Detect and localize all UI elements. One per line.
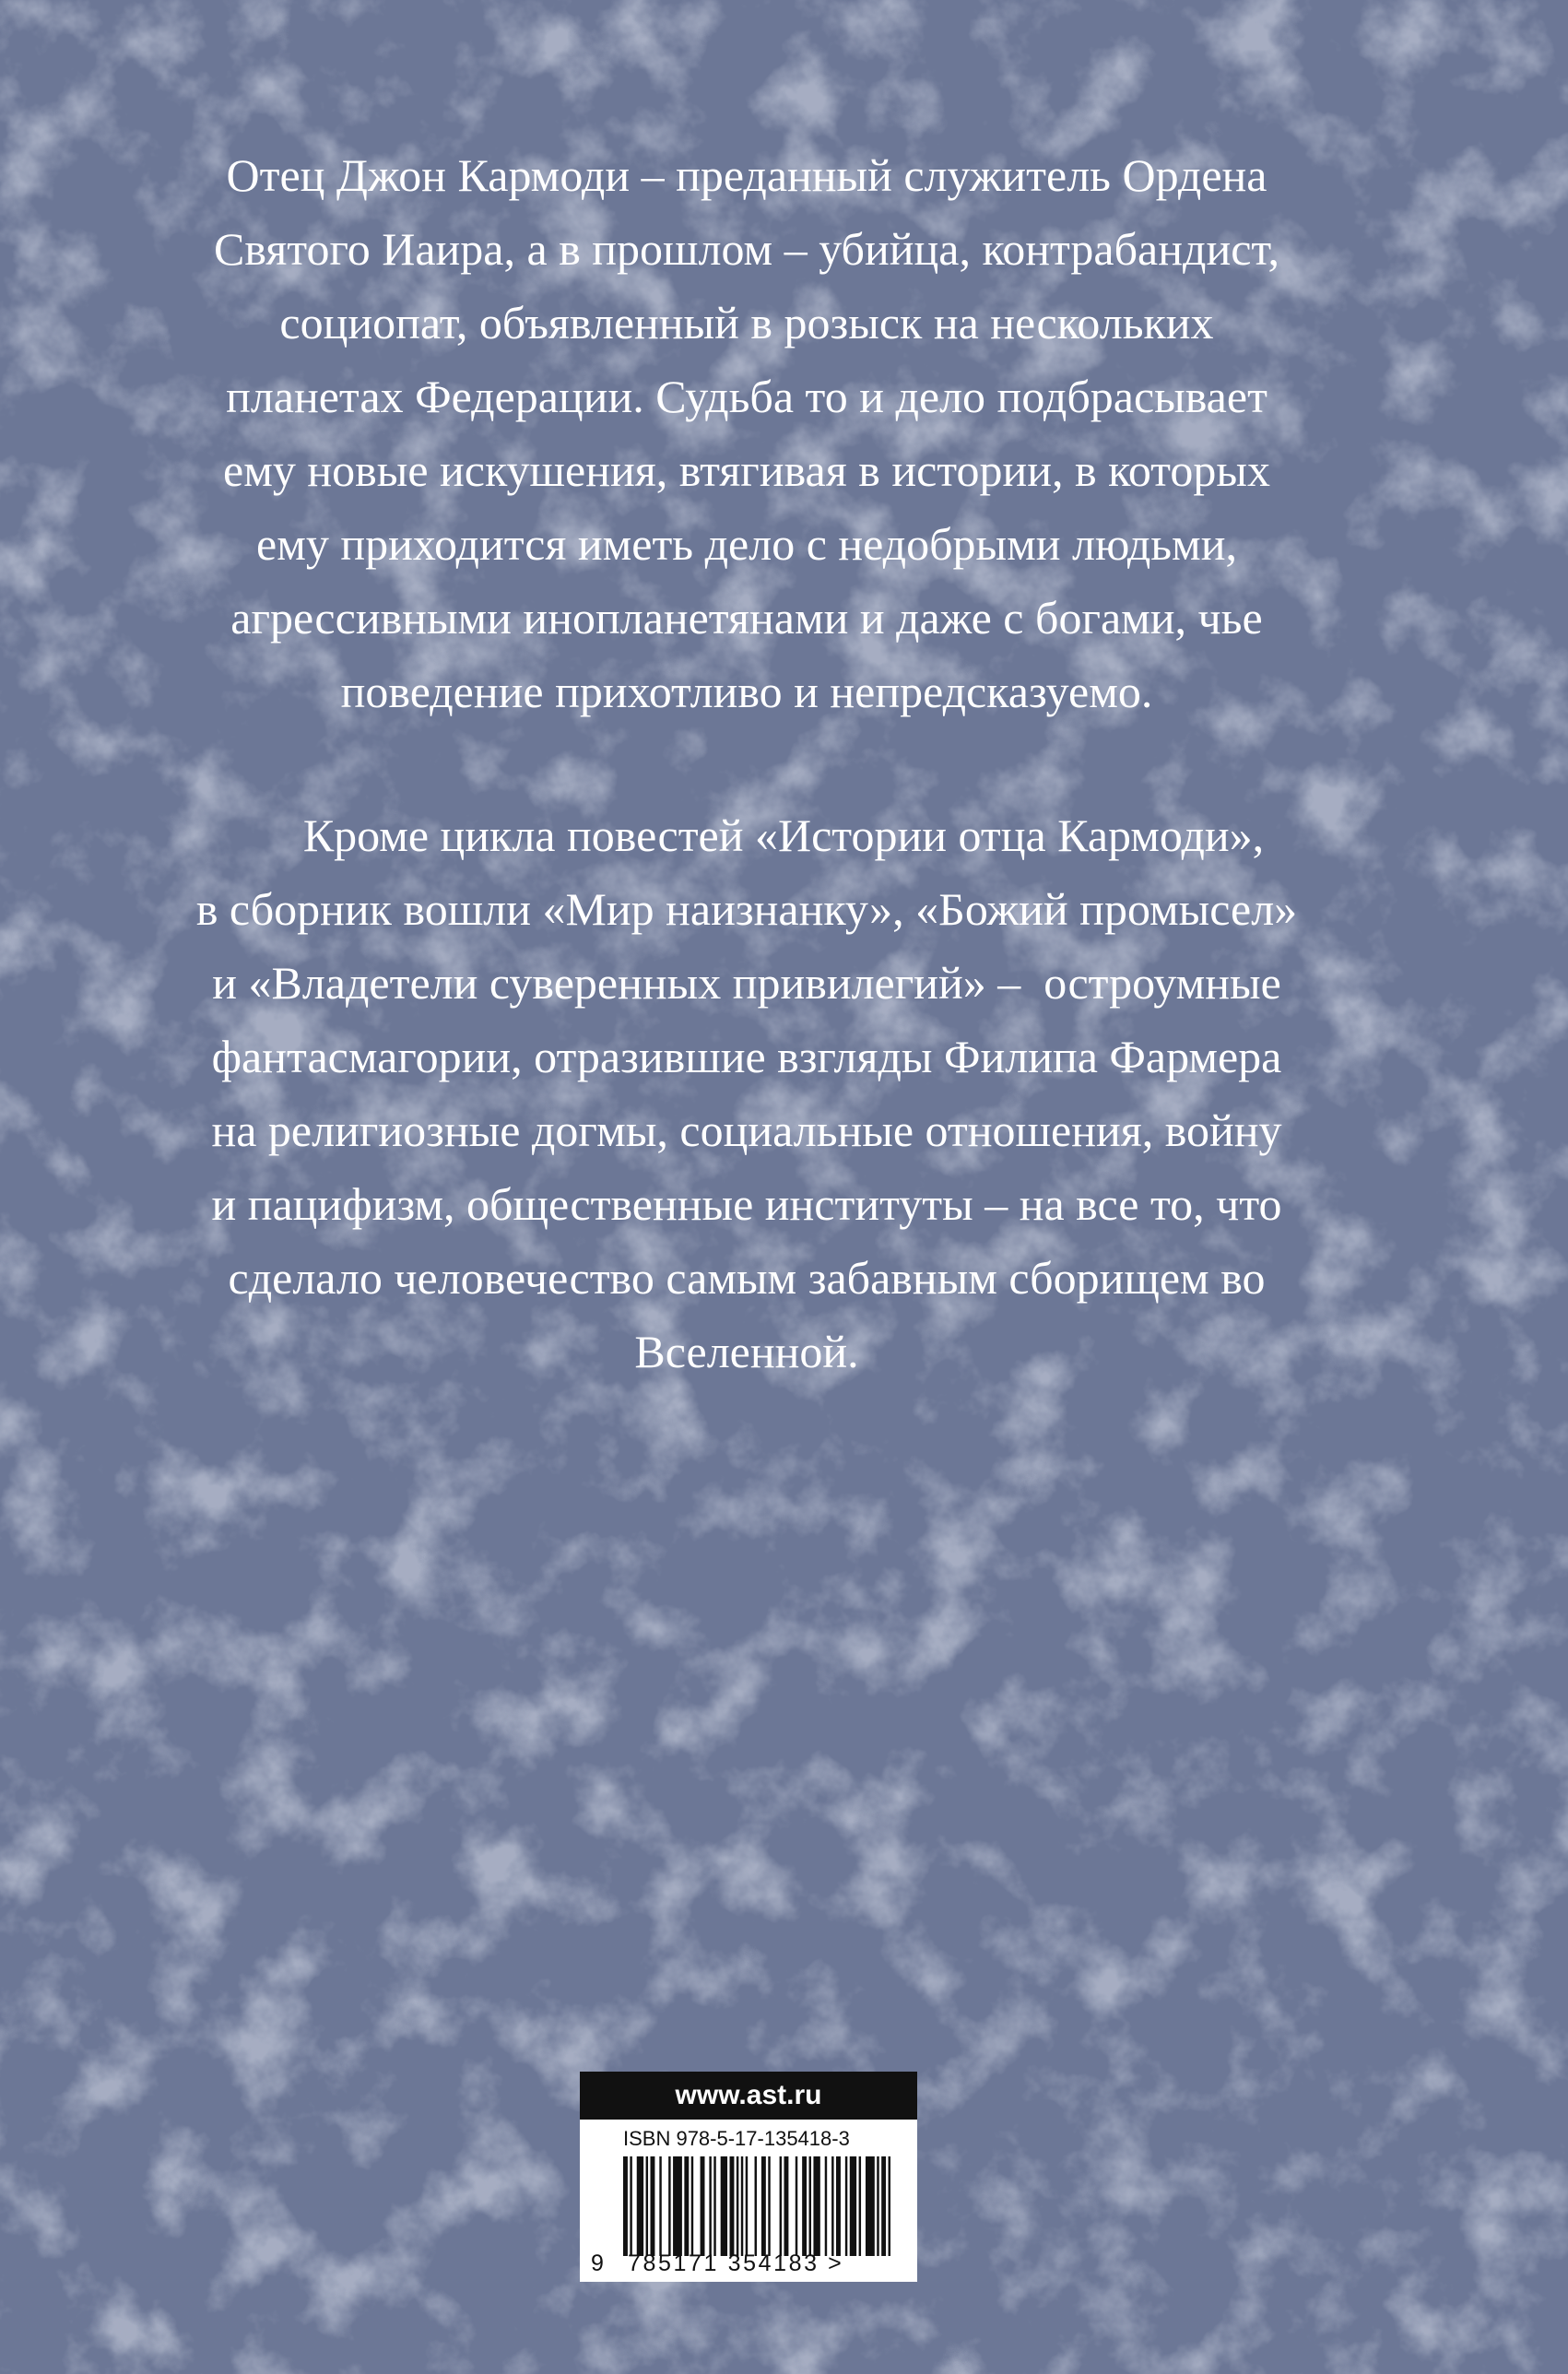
barcode-bar <box>784 2156 788 2256</box>
text-line: сделало человечество самым забавным сборищем во <box>228 1252 1266 1304</box>
barcode-bar <box>877 2156 878 2256</box>
barcode-bar <box>673 2156 682 2256</box>
text-line: социопат, объявленный в розыск на нескольких <box>279 297 1214 348</box>
barcode-bar <box>691 2156 693 2256</box>
text-line: планетах Федерации. Судьба то и дело подбрасывает <box>226 371 1267 422</box>
barcode-bar <box>845 2156 847 2256</box>
barcode-quiet-zone-mark: > <box>828 2250 844 2276</box>
barcode-bar <box>809 2156 811 2256</box>
barcode-bar <box>850 2156 856 2256</box>
text-line: Святого Иаира, а в прошлом – убийца, контрабандист, <box>214 223 1279 275</box>
barcode-first-digit: 9 <box>591 2250 604 2276</box>
barcode-bar <box>730 2156 735 2256</box>
barcode-bar <box>859 2156 861 2256</box>
barcode-digits <box>628 2250 843 2277</box>
text-line: фантасмагории, отразившие взгляды Филипа Фармера <box>211 1031 1282 1082</box>
text-line: и «Владетели суверенных привилегий» – остроумные <box>212 957 1281 1009</box>
website-url: www.ast.ru <box>580 2072 917 2120</box>
barcode-bar <box>761 2156 766 2256</box>
barcode-bar <box>881 2156 886 2256</box>
text-line: в сборник вошли «Мир наизнанку», «Божий промысел» <box>195 883 1298 935</box>
text-line: Кроме цикла повестей «Истории отца Кармоди», <box>302 809 1265 861</box>
text-line: Отец Джон Кармоди – преданный служитель Ордена <box>226 149 1267 201</box>
barcode-bar <box>831 2156 833 2256</box>
barcode-bar <box>623 2156 628 2256</box>
barcode-label <box>580 2072 917 2282</box>
barcode-bar <box>755 2156 757 2256</box>
text-line: на религиозные догмы, социальные отношения, войну <box>211 1104 1282 1156</box>
barcode-icon <box>623 2156 890 2256</box>
barcode-bar <box>741 2156 743 2256</box>
text-line: Вселенной. <box>634 1326 859 1377</box>
barcode-bar <box>836 2156 841 2256</box>
description-paragraph-1 <box>147 138 1346 728</box>
text-line: ему приходится иметь дело с недобрыми людьми, <box>256 518 1237 570</box>
barcode-bar <box>701 2156 705 2256</box>
barcode-bar <box>746 2156 748 2256</box>
barcode-bar <box>768 2156 770 2256</box>
barcode-bar <box>637 2156 643 2256</box>
barcode-bar <box>780 2156 782 2256</box>
barcode-digit-groups: 785171 354183 <box>628 2250 819 2276</box>
barcode-bar <box>737 2156 738 2256</box>
barcode-bar <box>721 2156 727 2256</box>
text-line: ему новые искушения, втягивая в истории, в которых <box>223 444 1270 496</box>
barcode-bar <box>668 2156 670 2256</box>
text-line: и пацифизм, общественные институты – на все то, что <box>211 1178 1282 1230</box>
barcode-bar <box>646 2156 648 2256</box>
barcode-bar <box>684 2156 689 2256</box>
barcode-bar <box>713 2156 715 2256</box>
barcode-bar <box>813 2156 819 2256</box>
barcode-bar <box>650 2156 654 2256</box>
barcode-bar <box>659 2156 661 2256</box>
barcode-bar <box>796 2156 797 2256</box>
isbn-number: ISBN 978-5-17-135418-3 <box>623 2127 850 2150</box>
text-line: поведение прихотливо и непредсказуемо. <box>340 666 1153 717</box>
barcode-bar <box>630 2156 631 2256</box>
barcode-bar <box>889 2156 890 2256</box>
text-line: агрессивными инопланетянами и даже с богами, чье <box>230 592 1263 644</box>
barcode-bar <box>802 2156 807 2256</box>
barcode-bar <box>866 2156 875 2256</box>
barcode-bar <box>709 2156 711 2256</box>
barcode-bar <box>825 2156 827 2256</box>
description-paragraph-2 <box>147 798 1346 1388</box>
